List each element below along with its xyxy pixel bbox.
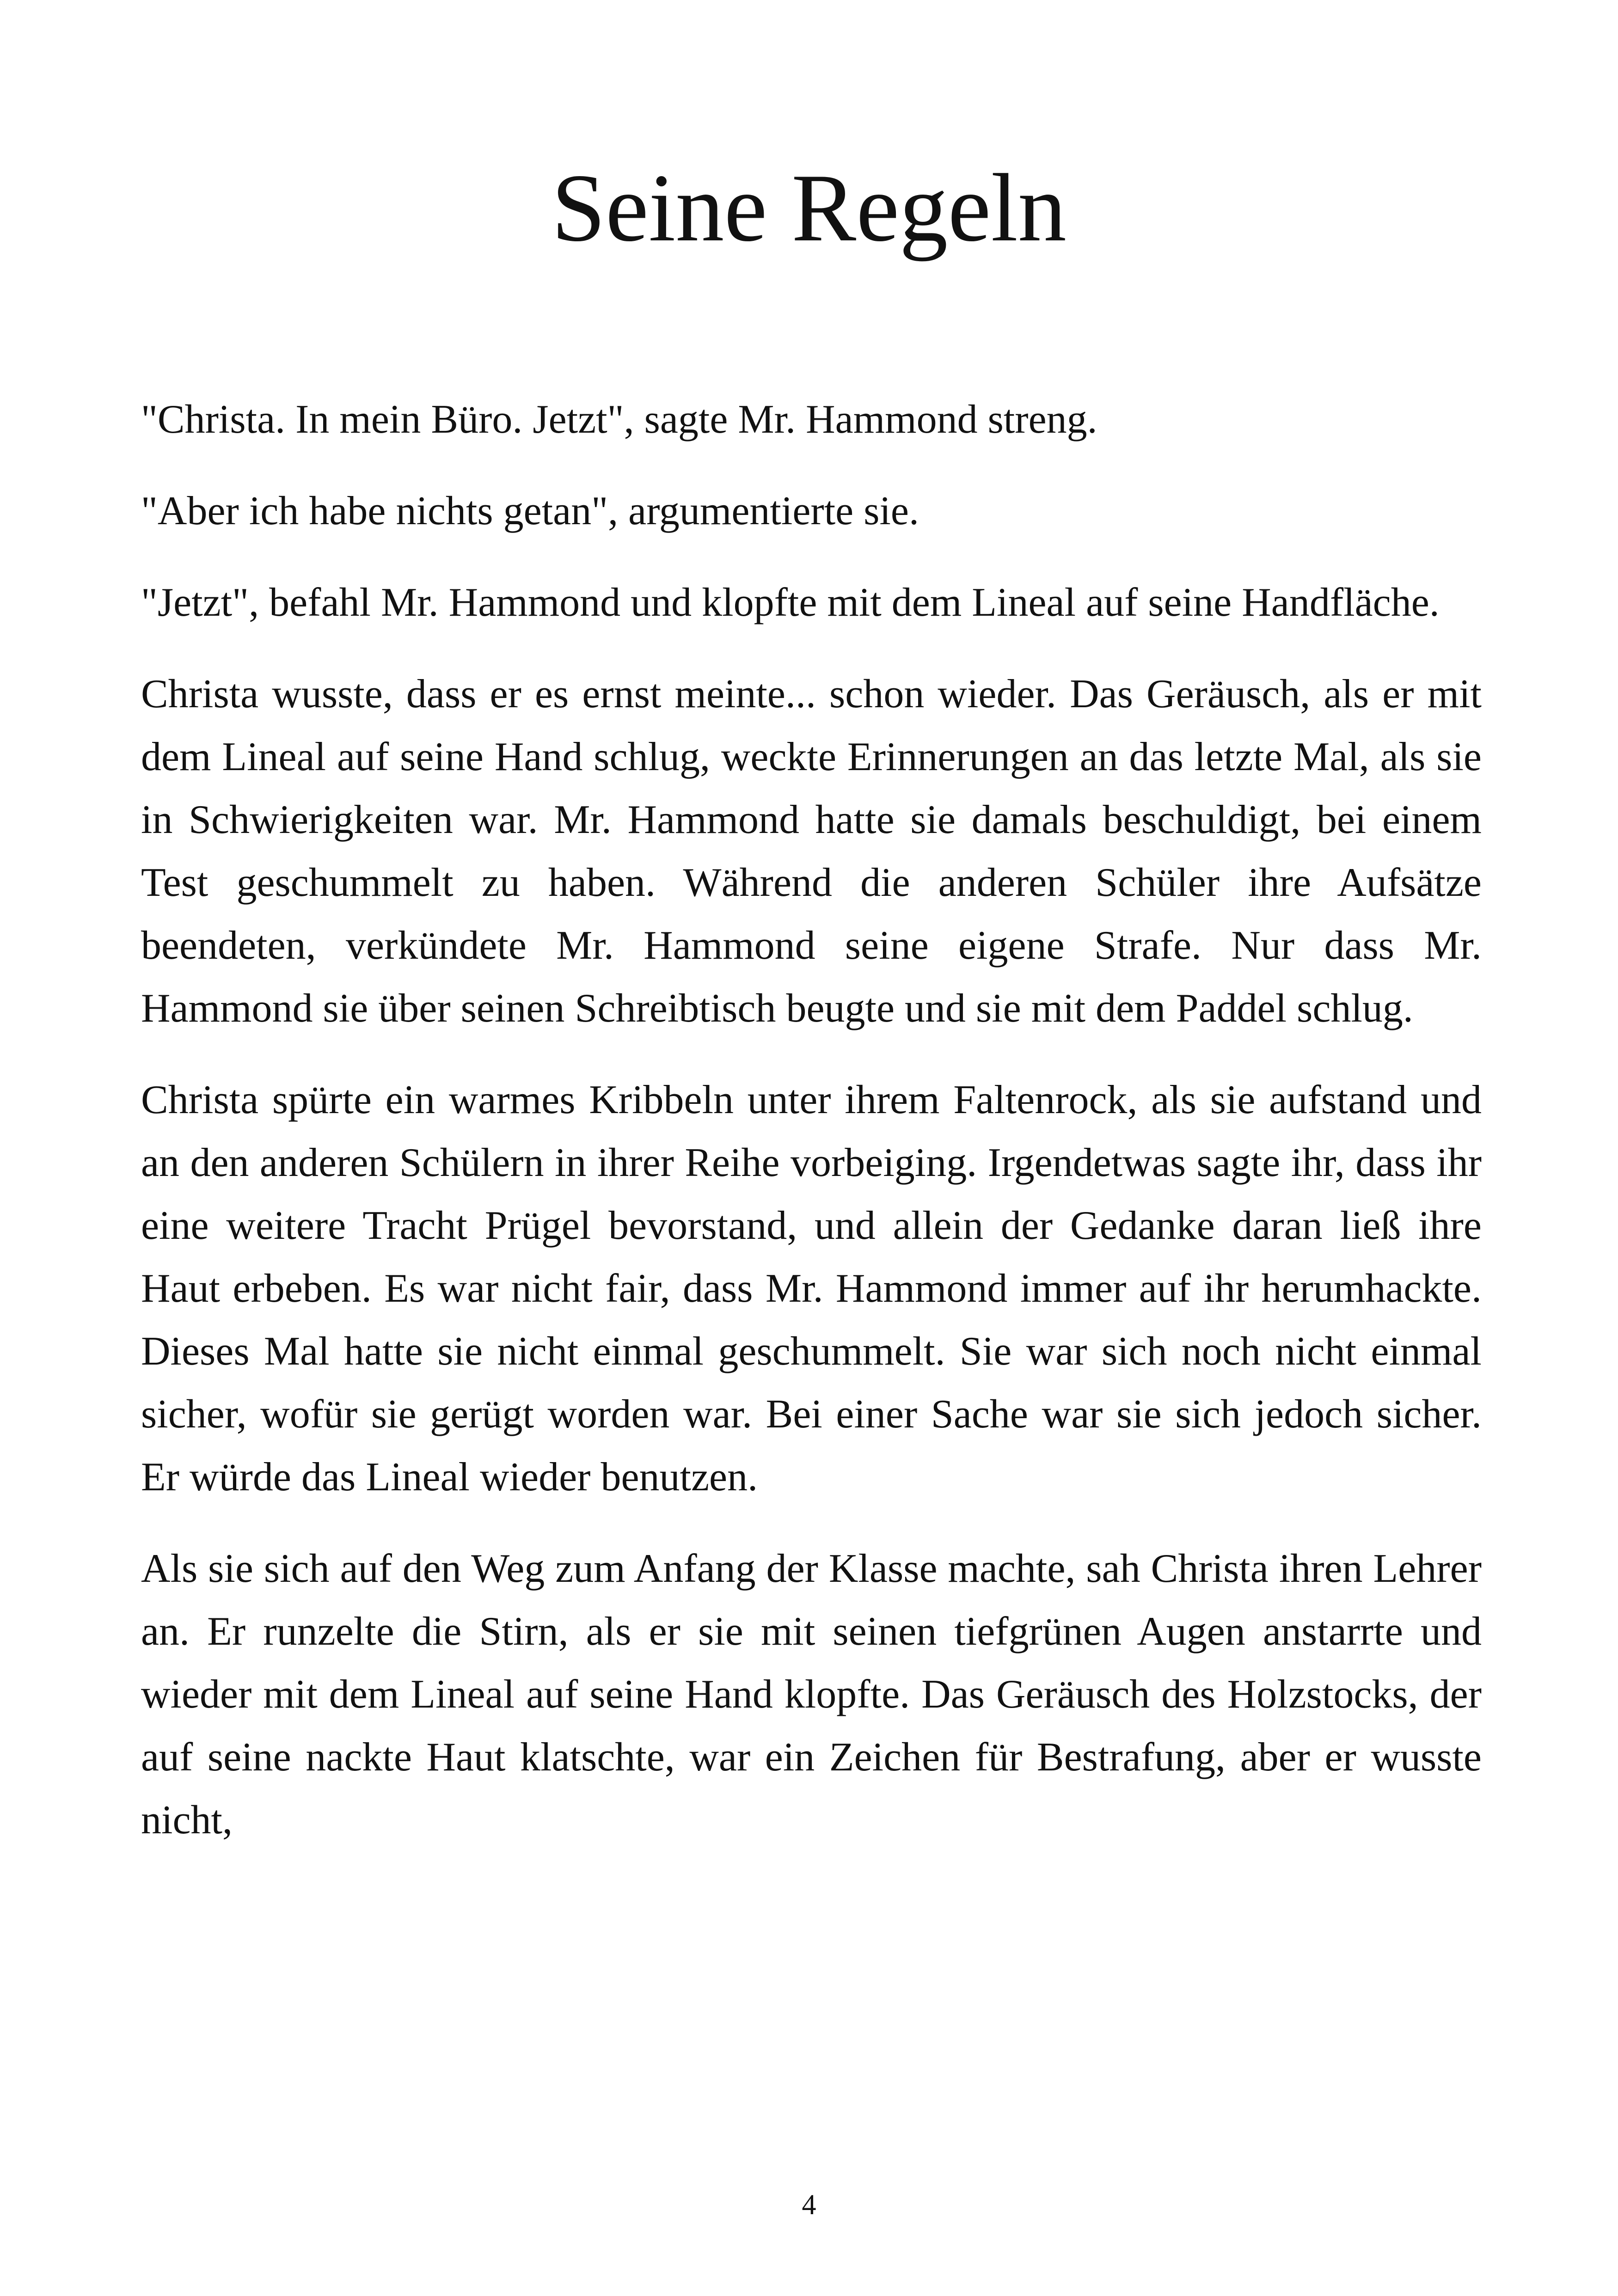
page-number: 4 — [802, 2189, 816, 2221]
paragraph: "Jetzt", befahl Mr. Hammond und klopfte mit dem Lineal auf seine Handfläche. — [141, 580, 1440, 625]
paragraph: Christa spürte ein warmes Kribbeln unter ihrem Faltenrock, als sie aufstand und an den anderen Schülern in ihrer Reihe vorbeiging. Irgendetwas sagte ihr, dass ihr eine weitere Tracht Prügel bevorstand, und allein der Gedanke daran ließ ihre Haut erbeben. Es war nicht fair, dass Mr. Hammond immer auf ihr herumhackte. Dieses Mal hatte sie nicht einmal geschummelt. Sie war sich noch nicht einmal sicher, wofür sie gerügt worden war. Bei einer Sache war sie sich jedoch sicher. Er würde das Lineal wieder benutzen. — [141, 1078, 1482, 1500]
chapter-title: Seine Regeln — [552, 154, 1066, 262]
paragraph: "Christa. In mein Büro. Jetzt", sagte Mr. Hammond streng. — [141, 397, 1097, 442]
paragraph: "Aber ich habe nichts getan", argumentierte sie. — [141, 489, 919, 533]
paragraph: Als sie sich auf den Weg zum Anfang der Klasse machte, sah Christa ihren Lehrer an. Er runzelte die Stirn, als er sie mit seinen tiefgrünen Augen anstarrte und wieder mit dem Lineal auf seine Hand klopfte. Das Geräusch des Holzstocks, der auf seine nackte Haut klatschte, war ein Zeichen für Bestrafung, aber er wusste nicht, — [141, 1546, 1482, 1843]
chapter-body — [141, 388, 1482, 1880]
paragraph: Christa wusste, dass er es ernst meinte... schon wieder. Das Geräusch, als er mit dem Lineal auf seine Hand schlug, weckte Erinnerungen an das letzte Mal, als sie in Schwierigkeiten war. Mr. Hammond hatte sie damals beschuldigt, bei einem Test geschummelt zu haben. Während die anderen Schüler ihre Aufsätze beendeten, verkündete Mr. Hammond seine eigene Strafe. Nur dass Mr. Hammond sie über seinen Schreibtisch beugte und sie mit dem Paddel schlug. — [141, 672, 1482, 1031]
